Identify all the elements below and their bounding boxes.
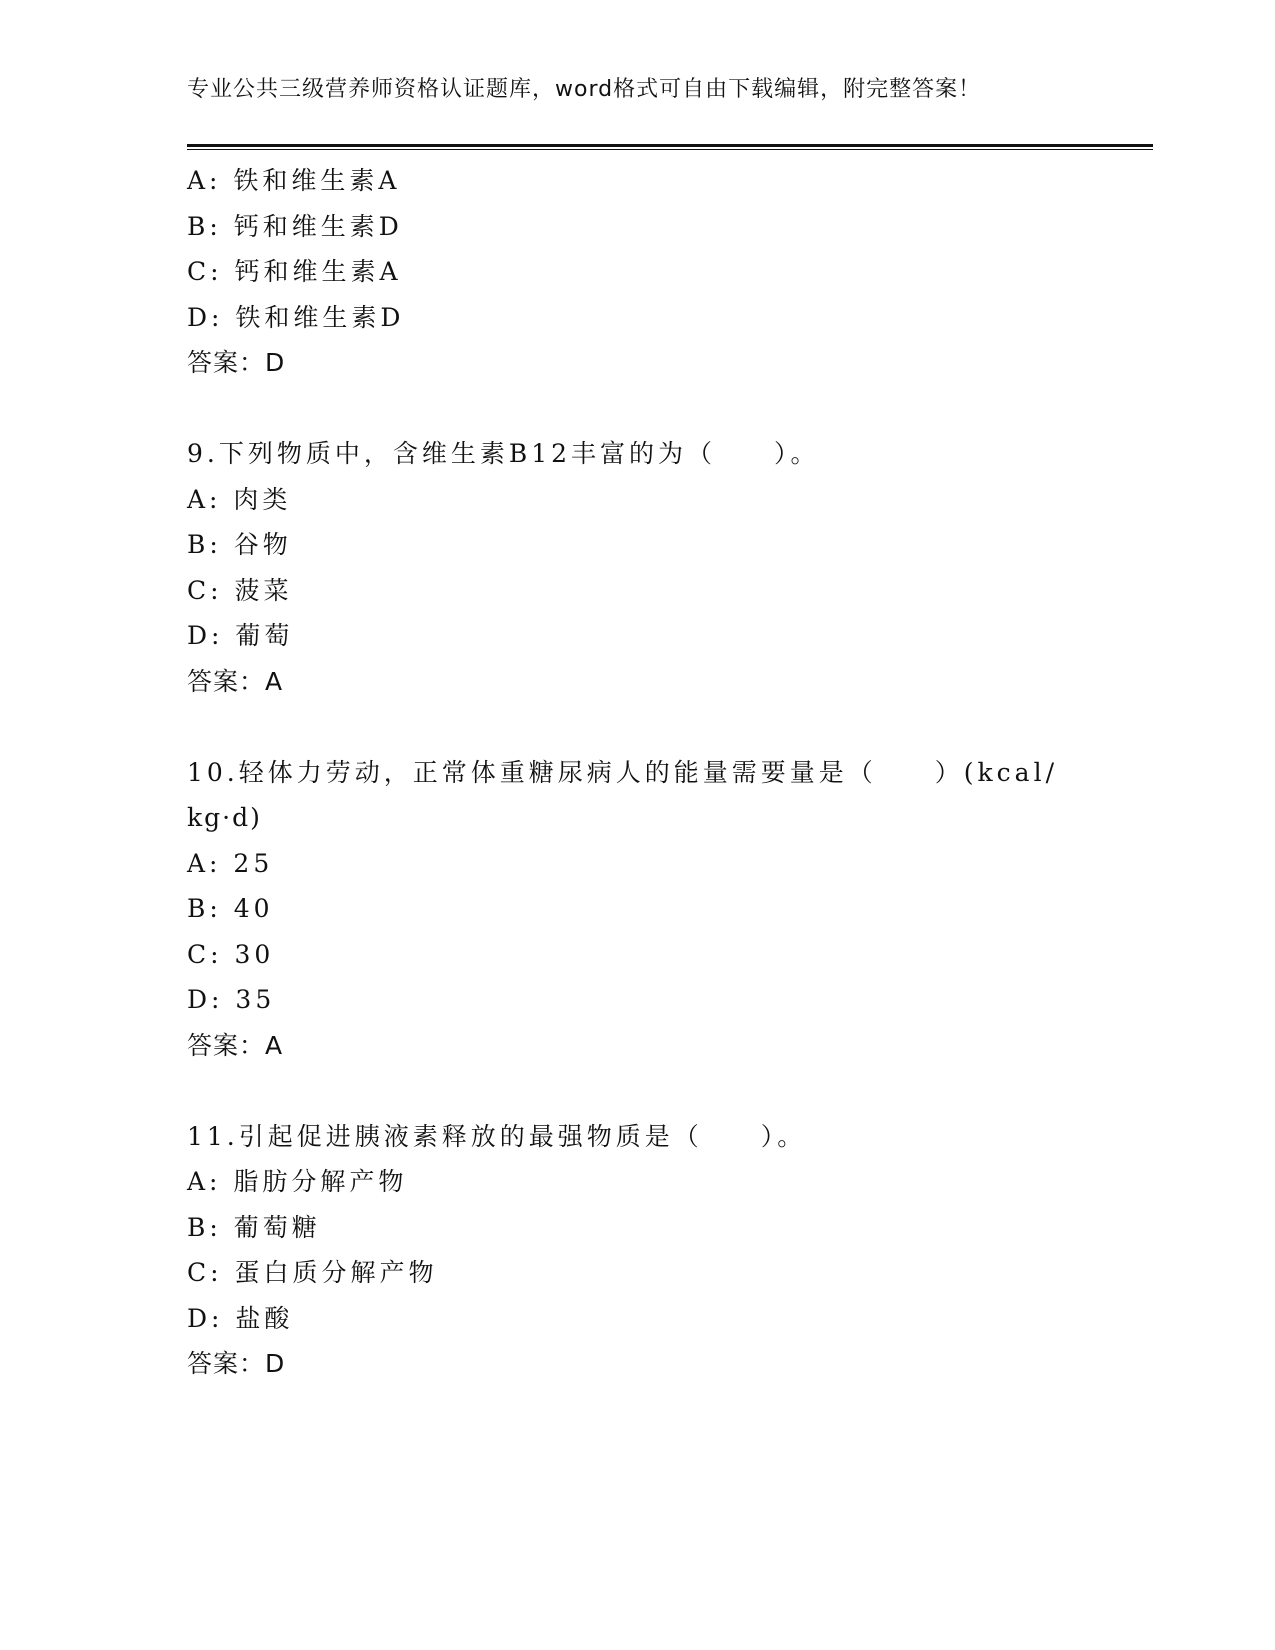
question-text-continued: kg·d) [187, 803, 262, 832]
option-b: B: 谷物 [187, 530, 292, 559]
question-8-continued [187, 158, 1087, 386]
question-text: 10.轻体力劳动，正常体重糖尿病人的能量需要量是（ ）(kcal/ [187, 757, 1058, 787]
option-b: B: 钙和维生素D [187, 211, 403, 241]
answer: 答案：D [187, 1349, 286, 1378]
option-c: C: 蛋白质分解产物 [187, 1258, 438, 1287]
option-a: A: 脂肪分解产物 [187, 1167, 408, 1196]
question-text: 9.下列物质中，含维生素B12丰富的为（ ）。 [187, 439, 820, 468]
header-rule [187, 144, 1153, 147]
option-b: B: 葡萄糖 [187, 1212, 321, 1242]
header-rule-thin [187, 149, 1153, 150]
option-d: D: 葡萄 [187, 621, 294, 650]
option-d: D: 盐酸 [187, 1303, 294, 1333]
question-9 [187, 431, 1087, 704]
option-d: D: 铁和维生素D [187, 302, 405, 332]
question-10 [187, 750, 1087, 1069]
question-11 [187, 1114, 1087, 1387]
option-a: A: 肉类 [187, 484, 292, 514]
option-a: A: 25 [187, 848, 274, 878]
option-c: C: 30 [187, 939, 275, 969]
option-d: D: 35 [187, 985, 276, 1014]
option-c: C: 菠菜 [187, 575, 293, 605]
page-header: 专业公共三级营养师资格认证题库，word格式可自由下载编辑，附完整答案！ [187, 77, 982, 102]
question-list [187, 158, 1087, 1387]
answer: 答案：A [187, 1030, 284, 1060]
answer: 答案：D [187, 348, 286, 377]
answer: 答案：A [187, 666, 284, 696]
option-c: C: 钙和维生素A [187, 257, 402, 286]
option-b: B: 40 [187, 894, 274, 923]
question-text: 11.引起促进胰液素释放的最强物质是（ ）。 [187, 1121, 807, 1151]
option-a: A: 铁和维生素A [187, 166, 401, 195]
